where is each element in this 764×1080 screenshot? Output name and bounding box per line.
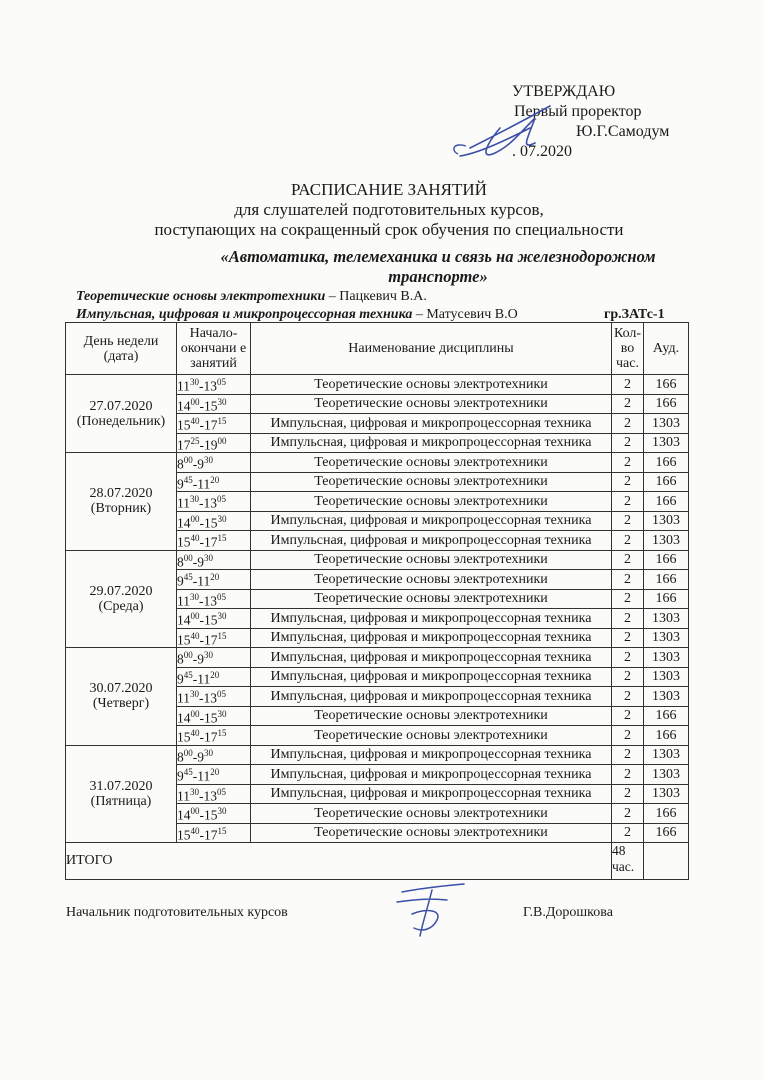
time-cell: $15^{40}-17^{15}$ bbox=[177, 823, 251, 843]
day-cell bbox=[66, 375, 177, 453]
time-end-hour: 13 bbox=[203, 593, 217, 608]
time-end-min: 15 bbox=[217, 630, 227, 641]
room-cell: 166 bbox=[644, 472, 689, 492]
time-end-min: 05 bbox=[217, 377, 226, 387]
time-end-min: 30 bbox=[204, 747, 213, 758]
discipline-cell: Импульсная, цифровая и микропроцессорная техника bbox=[251, 433, 612, 453]
heading-line-2: для слушателей подготовительных курсов, bbox=[234, 200, 544, 219]
discipline-cell: Импульсная, цифровая и микропроцессорная техника bbox=[251, 687, 612, 707]
time-cell: $11^{30}-13^{05}$ bbox=[177, 589, 251, 609]
time-start-hour: 11 bbox=[177, 593, 190, 608]
header-time: Начало-окончани е занятий bbox=[177, 323, 251, 375]
hours-cell: 2 bbox=[612, 394, 644, 414]
header-hours: Кол-во час. bbox=[612, 323, 644, 375]
approval-name: Ю.Г.Самодум bbox=[576, 123, 670, 140]
time-start-min: 30 bbox=[190, 494, 199, 504]
time-start-min: 00 bbox=[190, 708, 200, 719]
time-end-hour: 9 bbox=[197, 554, 204, 569]
room-cell: 166 bbox=[644, 570, 689, 590]
time-start-min: 00 bbox=[183, 552, 193, 563]
day-cell bbox=[66, 550, 177, 648]
time-end-min: 20 bbox=[210, 474, 220, 485]
lecturer-name: Пацкевич В.А. bbox=[339, 289, 427, 304]
footer-position: Начальник подготовительных курсов bbox=[66, 905, 288, 920]
time-start-hour: 14 bbox=[177, 612, 191, 628]
schedule-heading bbox=[0, 180, 764, 240]
approval-position: Первый проректор bbox=[514, 103, 642, 120]
time-end-hour: 13 bbox=[203, 495, 217, 511]
time-end-hour: 17 bbox=[204, 827, 218, 842]
time-cell: $14^{00}-15^{30}$ bbox=[177, 511, 251, 531]
time-cell: $17^{25}-19^{00}$ bbox=[177, 433, 251, 453]
table-header-row bbox=[66, 323, 689, 375]
day-weekday: (Понедельник) bbox=[76, 413, 166, 429]
room-cell: 1303 bbox=[644, 511, 689, 531]
time-start-min: 40 bbox=[190, 728, 200, 738]
time-start-hour: 9 bbox=[177, 671, 184, 686]
hours-cell: 2 bbox=[612, 687, 644, 707]
time-end-hour: 13 bbox=[203, 690, 217, 706]
time-cell: $9^{45}-11^{20}$ bbox=[177, 472, 251, 492]
time-start-hour: 9 bbox=[177, 573, 184, 589]
heading-line-3: поступающих на сокращенный срок обучения по специальности bbox=[154, 220, 624, 239]
day-date: 28.07.2020 bbox=[89, 486, 153, 502]
time-end-min: 05 bbox=[217, 591, 226, 602]
table-row bbox=[66, 745, 689, 765]
time-start-hour: 15 bbox=[177, 417, 191, 433]
header-day: День недели (дата) bbox=[66, 323, 177, 375]
room-cell: 166 bbox=[644, 550, 689, 570]
day-weekday: (Пятница) bbox=[90, 793, 152, 809]
discipline-cell: Импульсная, цифровая и микропроцессорная техника bbox=[251, 531, 612, 551]
room-cell: 166 bbox=[644, 804, 689, 824]
discipline-cell: Импульсная, цифровая и микропроцессорная техника bbox=[251, 511, 612, 531]
time-cell: $14^{00}-15^{30}$ bbox=[177, 706, 251, 726]
day-cell bbox=[66, 648, 177, 746]
time-end-hour: 11 bbox=[197, 671, 211, 686]
discipline-cell: Теоретические основы электротехники bbox=[251, 804, 612, 824]
head-signature bbox=[392, 880, 472, 940]
time-start-min: 40 bbox=[190, 416, 200, 426]
time-start-min: 40 bbox=[190, 825, 200, 836]
rector-signature bbox=[440, 98, 590, 164]
time-end-hour: 19 bbox=[204, 437, 218, 452]
time-cell: $15^{40}-17^{15}$ bbox=[177, 414, 251, 434]
header-room: Ауд. bbox=[644, 323, 689, 375]
time-start-min: 00 bbox=[190, 396, 200, 407]
time-end-min: 30 bbox=[217, 396, 227, 407]
time-cell: $11^{30}-13^{05}$ bbox=[177, 492, 251, 512]
time-end-min: 30 bbox=[204, 455, 213, 465]
time-cell: $9^{45}-11^{20}$ bbox=[177, 765, 251, 785]
discipline-cell: Импульсная, цифровая и микропроцессорная техника bbox=[251, 667, 612, 687]
room-cell: 166 bbox=[644, 375, 689, 395]
room-cell: 1303 bbox=[644, 687, 689, 707]
time-end-hour: 13 bbox=[203, 788, 217, 803]
discipline-cell: Импульсная, цифровая и микропроцессорная техника bbox=[251, 745, 612, 765]
group-label: гр.ЗАТс-1 bbox=[604, 307, 665, 322]
room-cell: 166 bbox=[644, 726, 689, 746]
table-row bbox=[66, 453, 689, 473]
discipline-cell: Теоретические основы электротехники bbox=[251, 492, 612, 512]
discipline-cell: Импульсная, цифровая и микропроцессорная техника bbox=[251, 765, 612, 785]
time-cell: $11^{30}-13^{05}$ bbox=[177, 784, 251, 804]
time-start-min: 00 bbox=[183, 747, 193, 758]
hours-cell: 2 bbox=[612, 453, 644, 473]
time-end-hour: 15 bbox=[204, 515, 218, 530]
lecturer-discipline: Теоретические основы электротехники bbox=[76, 289, 326, 304]
header-discipline: Наименование дисциплины bbox=[251, 323, 612, 375]
hours-cell: 2 bbox=[612, 375, 644, 395]
discipline-cell: Импульсная, цифровая и микропроцессорная техника bbox=[251, 648, 612, 668]
time-cell: $14^{00}-15^{30}$ bbox=[177, 609, 251, 629]
time-start-hour: 15 bbox=[177, 729, 191, 745]
hours-cell: 2 bbox=[612, 823, 644, 843]
time-cell: $15^{40}-17^{15}$ bbox=[177, 628, 251, 648]
time-end-hour: 11 bbox=[197, 768, 211, 784]
time-start-hour: 15 bbox=[177, 827, 191, 842]
time-start-min: 45 bbox=[183, 474, 193, 485]
discipline-cell: Теоретические основы электротехники bbox=[251, 375, 612, 395]
time-start-hour: 8 bbox=[177, 749, 184, 764]
time-end-hour: 15 bbox=[204, 612, 218, 628]
hours-cell: 2 bbox=[612, 570, 644, 590]
lecturer-discipline: Импульсная, цифровая и микропроцессорная техника bbox=[76, 307, 413, 322]
discipline-cell: Теоретические основы электротехники bbox=[251, 472, 612, 492]
hours-cell: 2 bbox=[612, 511, 644, 531]
room-cell: 166 bbox=[644, 492, 689, 512]
time-start-min: 45 bbox=[183, 767, 193, 777]
discipline-cell: Импульсная, цифровая и микропроцессорная техника bbox=[251, 784, 612, 804]
day-cell bbox=[66, 745, 177, 843]
time-end-hour: 15 bbox=[204, 398, 218, 413]
schedule-body bbox=[66, 375, 689, 843]
day-date: 27.07.2020 bbox=[89, 398, 153, 414]
hours-cell: 2 bbox=[612, 706, 644, 726]
time-cell: $8^{00}-9^{30}$ bbox=[177, 453, 251, 473]
time-end-hour: 17 bbox=[204, 632, 218, 647]
hours-cell: 2 bbox=[612, 628, 644, 648]
time-cell: $8^{00}-9^{30}$ bbox=[177, 648, 251, 668]
time-end-min: 20 bbox=[210, 767, 220, 777]
time-end-hour: 9 bbox=[197, 456, 204, 472]
hours-cell: 2 bbox=[612, 745, 644, 765]
discipline-cell: Теоретические основы электротехники bbox=[251, 550, 612, 570]
time-start-min: 30 bbox=[190, 591, 199, 602]
time-end-min: 05 bbox=[217, 494, 226, 504]
discipline-cell: Теоретические основы электротехники bbox=[251, 706, 612, 726]
time-start-min: 30 bbox=[190, 689, 199, 699]
room-cell: 1303 bbox=[644, 531, 689, 551]
time-end-hour: 11 bbox=[197, 476, 211, 491]
time-start-hour: 8 bbox=[177, 456, 184, 472]
time-start-min: 45 bbox=[183, 572, 193, 582]
time-cell: $11^{30}-13^{05}$ bbox=[177, 375, 251, 395]
time-end-hour: 9 bbox=[197, 651, 204, 667]
time-start-min: 00 bbox=[190, 513, 200, 524]
time-end-min: 20 bbox=[210, 572, 220, 582]
time-end-min: 30 bbox=[217, 708, 227, 719]
time-end-min: 20 bbox=[210, 669, 220, 680]
time-cell: $14^{00}-15^{30}$ bbox=[177, 804, 251, 824]
day-weekday: (Вторник) bbox=[90, 501, 152, 517]
room-cell: 1303 bbox=[644, 745, 689, 765]
hours-cell: 2 bbox=[612, 414, 644, 434]
time-end-min: 05 bbox=[217, 689, 226, 699]
room-cell: 166 bbox=[644, 453, 689, 473]
lecturer-name: Матусевич В.О bbox=[426, 307, 518, 322]
specialty-title: «Автоматика, телемеханика и связь на железнодорожном транспорте» bbox=[220, 247, 656, 286]
day-date: 31.07.2020 bbox=[89, 778, 153, 794]
time-end-min: 30 bbox=[217, 611, 227, 621]
discipline-cell: Теоретические основы электротехники bbox=[251, 394, 612, 414]
day-weekday: (Среда) bbox=[98, 598, 144, 614]
time-start-min: 00 bbox=[190, 611, 200, 621]
time-start-min: 00 bbox=[190, 806, 200, 816]
discipline-cell: Импульсная, цифровая и микропроцессорная техника bbox=[251, 414, 612, 434]
time-start-min: 30 bbox=[190, 377, 199, 387]
time-end-hour: 17 bbox=[204, 729, 218, 745]
hours-cell: 2 bbox=[612, 472, 644, 492]
time-start-min: 45 bbox=[183, 669, 193, 680]
total-room-empty bbox=[644, 843, 689, 880]
table-row bbox=[66, 550, 689, 570]
room-cell: 166 bbox=[644, 706, 689, 726]
time-cell: $14^{00}-15^{30}$ bbox=[177, 394, 251, 414]
day-date: 29.07.2020 bbox=[89, 583, 153, 599]
time-cell: $11^{30}-13^{05}$ bbox=[177, 687, 251, 707]
room-cell: 1303 bbox=[644, 414, 689, 434]
time-start-hour: 11 bbox=[177, 495, 190, 511]
discipline-cell: Импульсная, цифровая и микропроцессорная техника bbox=[251, 609, 612, 629]
time-start-min: 40 bbox=[190, 630, 200, 641]
table-row bbox=[66, 375, 689, 395]
time-start-hour: 17 bbox=[177, 437, 191, 452]
total-row bbox=[66, 843, 689, 880]
time-start-min: 00 bbox=[183, 650, 193, 660]
time-end-hour: 17 bbox=[204, 417, 218, 433]
hours-cell: 2 bbox=[612, 804, 644, 824]
time-start-hour: 11 bbox=[177, 788, 190, 803]
time-end-hour: 15 bbox=[204, 710, 218, 725]
hours-cell: 2 bbox=[612, 550, 644, 570]
time-end-min: 05 bbox=[217, 786, 226, 797]
hours-cell: 2 bbox=[612, 726, 644, 746]
discipline-cell: Теоретические основы электротехники bbox=[251, 823, 612, 843]
time-start-hour: 14 bbox=[177, 398, 191, 413]
time-end-hour: 15 bbox=[204, 807, 218, 823]
lecturer-line-2 bbox=[76, 307, 518, 323]
hours-cell: 2 bbox=[612, 648, 644, 668]
time-start-hour: 8 bbox=[177, 651, 184, 667]
time-end-min: 15 bbox=[217, 728, 227, 738]
room-cell: 166 bbox=[644, 589, 689, 609]
time-start-min: 00 bbox=[183, 455, 193, 465]
approval-date: . 07.2020 bbox=[512, 143, 572, 160]
total-value: 48 час. bbox=[612, 843, 644, 880]
page-title: РАСПИСАНИЕ ЗАНЯТИЙ bbox=[291, 180, 487, 199]
time-cell: $8^{00}-9^{30}$ bbox=[177, 745, 251, 765]
discipline-cell: Теоретические основы электротехники bbox=[251, 570, 612, 590]
time-start-hour: 14 bbox=[177, 515, 191, 530]
time-start-hour: 15 bbox=[177, 632, 191, 647]
time-end-min: 30 bbox=[204, 552, 213, 563]
lecturer-line-1 bbox=[76, 289, 427, 305]
time-start-hour: 15 bbox=[177, 534, 191, 550]
room-cell: 1303 bbox=[644, 628, 689, 648]
time-cell: $9^{45}-11^{20}$ bbox=[177, 570, 251, 590]
time-start-min: 40 bbox=[190, 533, 200, 543]
hours-cell: 2 bbox=[612, 589, 644, 609]
time-end-min: 00 bbox=[217, 435, 227, 446]
schedule-table bbox=[65, 322, 689, 880]
time-start-hour: 9 bbox=[177, 476, 184, 491]
approval-word: УТВЕРЖДАЮ bbox=[512, 83, 616, 100]
lecturer-separator: – bbox=[325, 289, 340, 304]
day-weekday: (Четверг) bbox=[92, 696, 150, 712]
time-start-min: 25 bbox=[190, 435, 200, 446]
time-end-min: 15 bbox=[217, 825, 227, 836]
time-start-hour: 11 bbox=[177, 690, 190, 706]
time-end-hour: 17 bbox=[204, 534, 218, 550]
time-start-hour: 14 bbox=[177, 710, 191, 725]
time-start-hour: 9 bbox=[177, 768, 184, 784]
time-cell: $15^{40}-17^{15}$ bbox=[177, 531, 251, 551]
time-end-hour: 9 bbox=[197, 749, 204, 764]
time-end-min: 30 bbox=[204, 650, 213, 660]
time-end-min: 15 bbox=[217, 533, 227, 543]
hours-cell: 2 bbox=[612, 784, 644, 804]
room-cell: 1303 bbox=[644, 784, 689, 804]
lecturer-separator: – bbox=[412, 307, 427, 322]
day-date: 30.07.2020 bbox=[89, 681, 153, 697]
hours-cell: 2 bbox=[612, 765, 644, 785]
time-cell: $9^{45}-11^{20}$ bbox=[177, 667, 251, 687]
discipline-cell: Импульсная, цифровая и микропроцессорная техника bbox=[251, 628, 612, 648]
room-cell: 1303 bbox=[644, 648, 689, 668]
room-cell: 1303 bbox=[644, 667, 689, 687]
footer-name: Г.В.Дорошкова bbox=[523, 905, 613, 920]
room-cell: 1303 bbox=[644, 609, 689, 629]
hours-cell: 2 bbox=[612, 609, 644, 629]
time-end-min: 30 bbox=[217, 806, 227, 816]
time-start-hour: 8 bbox=[177, 554, 184, 569]
hours-cell: 2 bbox=[612, 492, 644, 512]
time-cell: $8^{00}-9^{30}$ bbox=[177, 550, 251, 570]
total-label: ИТОГО bbox=[66, 843, 612, 880]
discipline-cell: Теоретические основы электротехники bbox=[251, 453, 612, 473]
time-end-hour: 11 bbox=[197, 573, 211, 589]
room-cell: 166 bbox=[644, 394, 689, 414]
day-cell bbox=[66, 453, 177, 551]
time-start-min: 30 bbox=[190, 786, 199, 797]
discipline-cell: Теоретические основы электротехники bbox=[251, 589, 612, 609]
hours-cell: 2 bbox=[612, 667, 644, 687]
hours-cell: 2 bbox=[612, 433, 644, 453]
time-end-min: 30 bbox=[217, 513, 227, 524]
time-start-hour: 11 bbox=[177, 378, 190, 394]
table-row bbox=[66, 648, 689, 668]
time-cell: $15^{40}-17^{15}$ bbox=[177, 726, 251, 746]
discipline-cell: Теоретические основы электротехники bbox=[251, 726, 612, 746]
time-start-hour: 14 bbox=[177, 807, 191, 823]
time-end-hour: 13 bbox=[203, 378, 217, 394]
hours-cell: 2 bbox=[612, 531, 644, 551]
room-cell: 166 bbox=[644, 823, 689, 843]
time-end-min: 15 bbox=[217, 416, 227, 426]
room-cell: 1303 bbox=[644, 433, 689, 453]
room-cell: 1303 bbox=[644, 765, 689, 785]
